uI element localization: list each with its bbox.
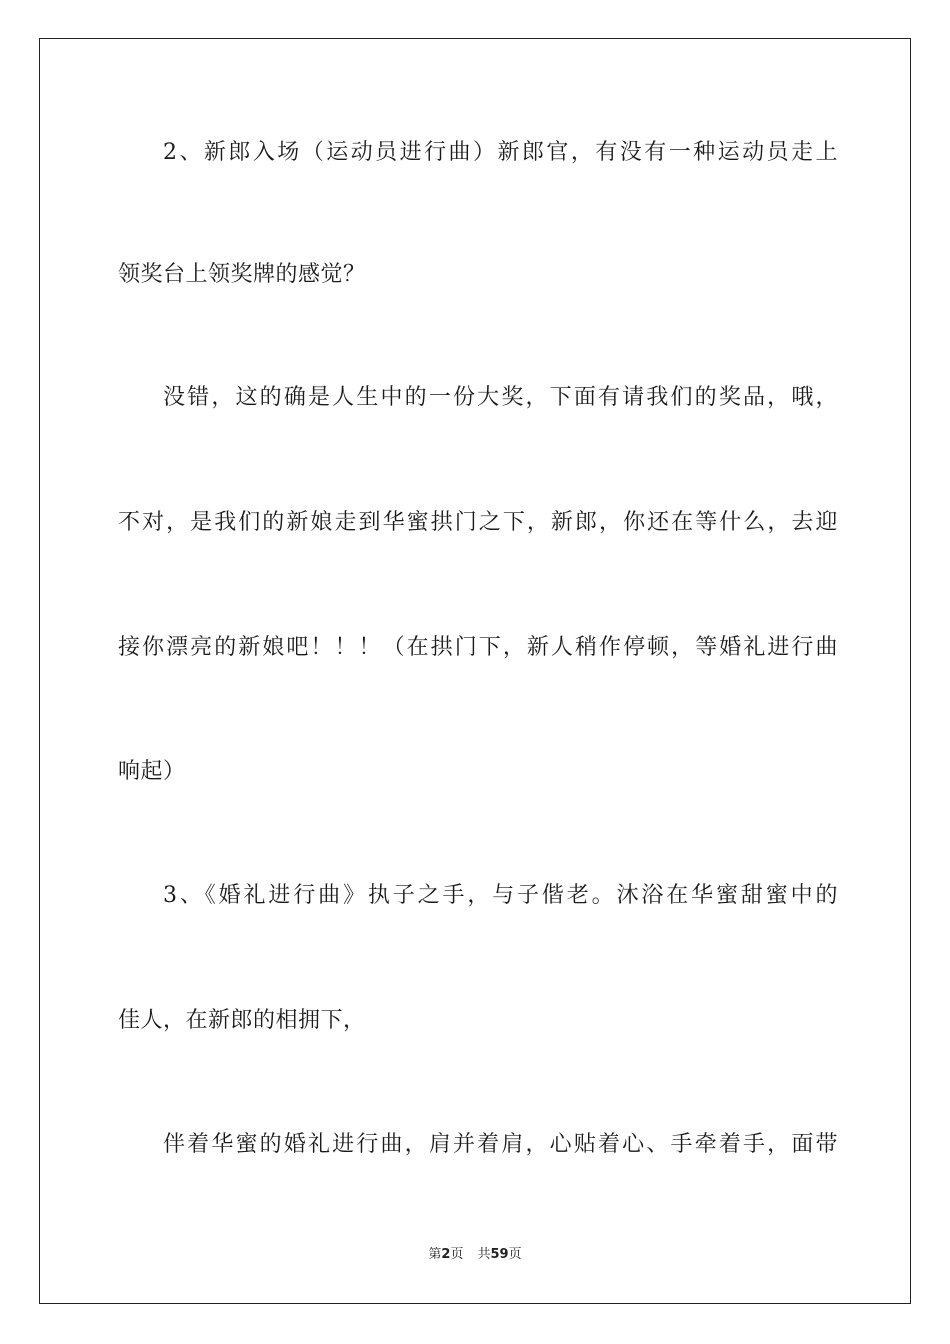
total-pages: 59	[490, 1247, 509, 1262]
total-prefix: 共	[477, 1247, 491, 1262]
page-prefix: 第	[428, 1247, 442, 1262]
total-suffix: 页	[508, 1247, 522, 1262]
paragraph-line: 佳人，在新郎的相拥下，	[118, 1008, 366, 1033]
page-suffix: 页	[450, 1247, 464, 1262]
page-number: 2	[441, 1247, 451, 1262]
paragraph-line: 伴着华蜜的婚礼进行曲，肩并着肩，心贴着心、手牵着手，面带	[163, 1132, 838, 1157]
page-footer	[0, 1246, 950, 1264]
paragraph-line: 领奖台上领奖牌的感觉？	[118, 262, 366, 287]
paragraph-line: 接你漂亮的新娘吧！！！（在拱门下，新人稍作停顿，等婚礼进行曲	[118, 635, 838, 660]
paragraph-line: 不对，是我们的新娘走到华蜜拱门之下，新郎，你还在等什么，去迎	[118, 510, 838, 535]
paragraph-line: 2、新郎入场（运动员进行曲）新郎官，有没有一种运动员走上	[163, 140, 838, 165]
paragraph-line: 响起）	[118, 759, 186, 784]
page-border	[39, 38, 911, 1304]
paragraph-line: 3、《婚礼进行曲》执子之手，与子偕老。沐浴在华蜜甜蜜中的	[163, 883, 838, 908]
paragraph-line: 没错，这的确是人生中的一份大奖，下面有请我们的奖品，哦，	[163, 385, 838, 410]
